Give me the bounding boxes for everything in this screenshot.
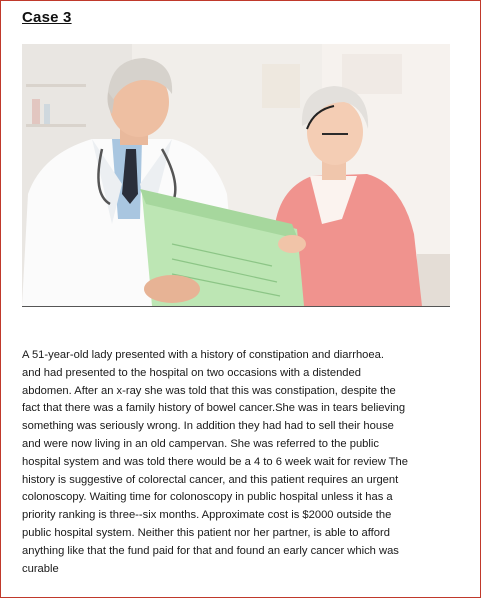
- doctor-and-patient-photo: [22, 44, 450, 306]
- case-description: A 51-year-old lady presented with a history of constipation and diarrhoea. and had presented to the hospital on two occasions with a distended abdomen. After an x-ray she was told that this was constipation, despite the fact that there was a family history of bowel cancer.She was in tears believing something was seriously wrong. In addition they had had to sell their house and were now living in an old campervan. She was referred to the public hospital system and was told there would be a 4 to 6 week wait for review The history is suggestive of colorectal cancer, and this patient requires an urgent colonoscopy. Waiting time for colonoscopy in public hospital unless it has a priority ranking is three--six months. Approximate cost is $2000 outside the public hospital system. Neither this patient nor her partner, is able to afford anything like that the fund paid for that and found an early cancer which was curable: [22, 349, 408, 575]
- photo-divider: [22, 306, 450, 307]
- case-title: Case 3: [22, 9, 72, 26]
